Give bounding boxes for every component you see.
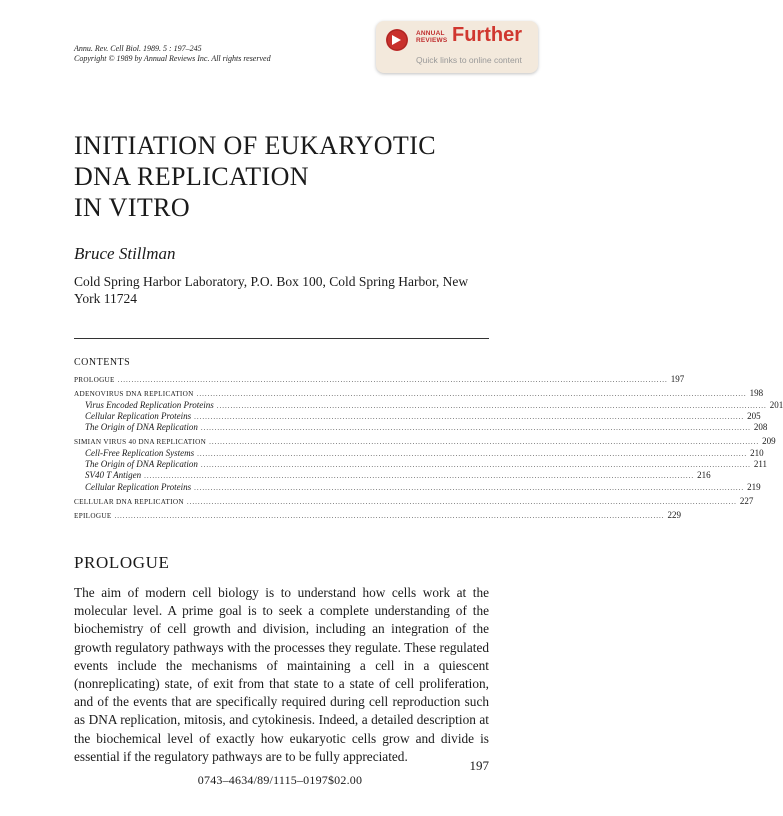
toc-entry-label: Cellular Replication Proteins	[85, 410, 192, 421]
toc-entry-page: 209	[762, 436, 776, 447]
toc-entry[interactable]	[74, 495, 754, 507]
toc-leader-dots: ........................................................................................................................................................................................................	[144, 472, 695, 481]
toc-entry-label: SIMIAN VIRUS 40 DNA REPLICATION	[74, 438, 207, 447]
toc-entry-label: Virus Encoded Replication Proteins	[85, 399, 214, 410]
citation-line-1: Annu. Rev. Cell Biol. 1989. 5 : 197–245	[74, 44, 202, 53]
toc-entry-label: The Origin of DNA Replication	[85, 422, 198, 433]
toc-leader-dots: ........................................................................................................................................................................................................	[196, 390, 747, 399]
toc-leader-dots: ........................................................................................................................................................................................................	[194, 483, 745, 492]
toc-entry-page: 205	[747, 410, 761, 421]
article-title: INITIATION OF EUKARYOTIC DNA REPLICATION IN VITRO	[74, 131, 437, 222]
toc-leader-dots: ........................................................................................................................................................................................................	[186, 497, 737, 506]
toc-entry-page: 201	[769, 399, 783, 410]
further-badge[interactable]	[376, 21, 538, 73]
toc-entry-page: 216	[697, 470, 711, 481]
toc-leader-dots: ........................................................................................................................................................................................................	[200, 424, 751, 433]
toc-entry-page: 198	[749, 388, 764, 399]
toc-entry-page: 197	[670, 374, 685, 384]
toc-entry-label: EPILOGUE	[74, 512, 112, 521]
toc-entry[interactable]	[74, 481, 761, 493]
body-paragraph: The aim of modern cell biology is to understand how cells work at the molecular level. A prime goal is to seek a complete understanding of the biochemistry of cell growth and division, including an integration of the growth regulatory pathways with the processes they regulate. These regulated events include the mechanisms of maintaining a cell in a quiescent (nonreplicating) state, of exit from that state to a state of cell proliferation, and of the events that are specifically required during cell reproduction such as DNA replication, mitosis, and cytokinesis. Indeed, a detailed description at the biochemical level of exactly how eukaryotic cells grow and divide is essential if the regulatory pathways are to be fully appreciated.	[74, 585, 489, 764]
toc-entry[interactable]	[74, 459, 768, 470]
toc-entry-page: 211	[753, 459, 768, 470]
toc-entry-label: ADENOVIRUS DNA REPLICATION	[74, 390, 194, 399]
annual-reviews-logo-icon	[386, 29, 408, 51]
contents-heading: CONTENTS	[74, 357, 131, 368]
toc-entry-page: 210	[750, 447, 764, 458]
toc-leader-dots: ........................................................................................................................................................................................................	[216, 401, 767, 410]
toc-leader-dots: ........................................................................................................................................................................................................	[194, 412, 745, 421]
toc-entry-page: 229	[667, 510, 682, 521]
further-tagline: Quick links to online content	[416, 55, 522, 65]
toc-entry-page: 227	[739, 495, 754, 506]
table-of-contents	[74, 374, 783, 522]
toc-entry-page: 219	[747, 481, 761, 492]
toc-entry-page: 208	[753, 422, 768, 433]
toc-entry-label: SV40 T Antigen	[85, 470, 142, 481]
toc-leader-dots: ........................................................................................................................................................................................................	[197, 449, 748, 458]
toc-entry[interactable]	[74, 436, 776, 447]
toc-entry-label: Cell-Free Replication Systems	[85, 447, 195, 458]
toc-leader-dots: ........................................................................................................................................................................................................	[209, 438, 760, 447]
toc-entry[interactable]	[74, 510, 682, 521]
toc-entry[interactable]	[74, 422, 768, 433]
toc-leader-dots: ........................................................................................................................................................................................................	[117, 376, 668, 384]
toc-entry[interactable]	[74, 374, 685, 385]
toc-entry-label: PROLOGUE	[74, 376, 115, 384]
toc-entry[interactable]	[74, 447, 764, 459]
brand-name: ANNUAL REVIEWS	[416, 30, 448, 44]
toc-entry[interactable]	[74, 410, 761, 422]
toc-entry-label: The Origin of DNA Replication	[85, 459, 198, 470]
journal-citation	[74, 44, 271, 64]
toc-entry[interactable]	[74, 399, 783, 411]
toc-entry-label: Cellular Replication Proteins	[85, 481, 192, 492]
author-name: Bruce Stillman	[74, 244, 176, 263]
divider	[74, 338, 489, 339]
toc-entry[interactable]	[74, 470, 711, 481]
author-affiliation: Cold Spring Harbor Laboratory, P.O. Box 100, Cold Spring Harbor, New York 11724	[74, 274, 469, 306]
article-code: 0743–4634/89/1115–0197$02.00	[197, 773, 363, 787]
page-number: 197	[469, 758, 489, 773]
toc-leader-dots: ........................................................................................................................................................................................................	[114, 512, 665, 521]
further-label: Further	[452, 24, 522, 46]
toc-leader-dots: ........................................................................................................................................................................................................	[200, 461, 751, 470]
citation-line-2: Copyright © 1989 by Annual Reviews Inc. All rights reserved	[74, 54, 271, 63]
toc-entry[interactable]	[74, 388, 764, 399]
section-heading: PROLOGUE	[74, 553, 170, 572]
toc-entry-label: CELLULAR DNA REPLICATION	[74, 497, 184, 506]
